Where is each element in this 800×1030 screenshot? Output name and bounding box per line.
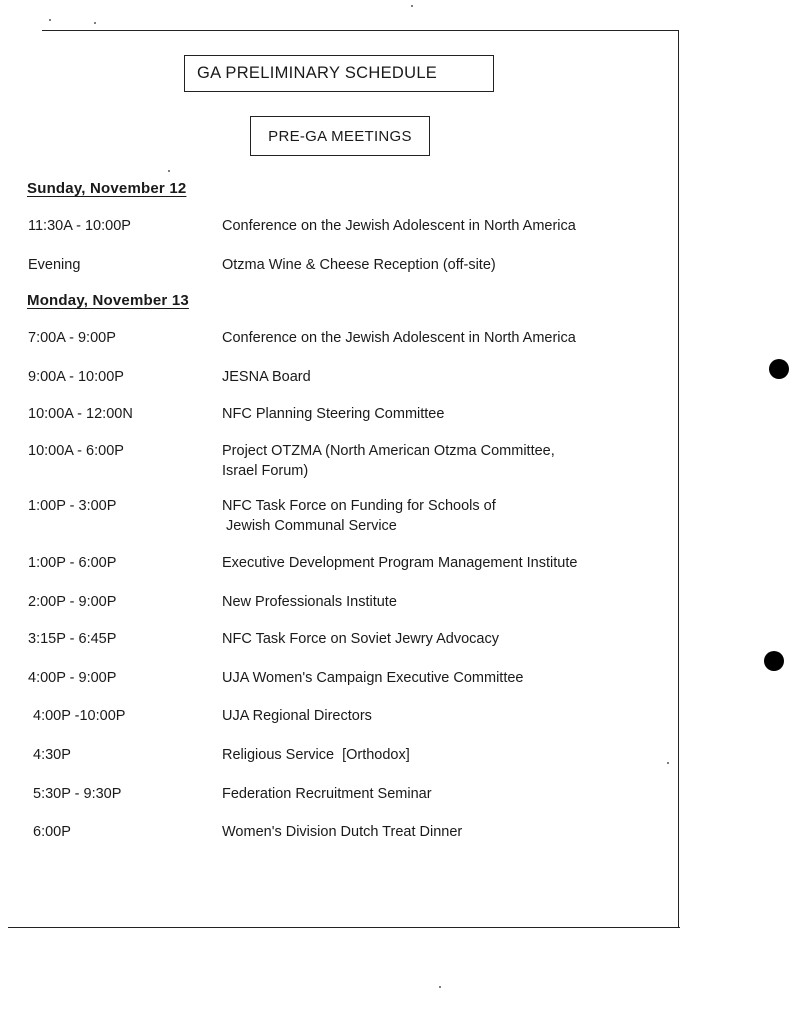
- schedule-event: UJA Regional Directors: [222, 708, 372, 724]
- schedule-event: Otzma Wine & Cheese Reception (off-site): [222, 257, 496, 273]
- schedule-event: NFC Planning Steering Committee: [222, 406, 445, 422]
- schedule-time: 7:00A - 9:00P: [28, 330, 116, 346]
- section-title: PRE-GA MEETINGS: [250, 116, 430, 156]
- schedule-time: Evening: [28, 257, 81, 273]
- schedule-time: 4:00P - 9:00P: [28, 670, 117, 686]
- right-border-line: [678, 30, 679, 928]
- day-heading-monday: Monday, November 13: [27, 292, 189, 309]
- page-title: GA PRELIMINARY SCHEDULE: [184, 55, 494, 92]
- schedule-time: 9:00A - 10:00P: [28, 369, 124, 385]
- schedule-time: 10:00A - 12:00N: [28, 406, 133, 422]
- scan-speck: [168, 170, 170, 172]
- schedule-time: 4:00P -10:00P: [33, 708, 126, 724]
- scan-speck: [439, 986, 441, 988]
- schedule-event: Conference on the Jewish Adolescent in North America: [222, 330, 576, 346]
- schedule-time: 5:30P - 9:30P: [33, 786, 122, 802]
- schedule-event: Conference on the Jewish Adolescent in North America: [222, 218, 576, 234]
- schedule-event: Executive Development Program Management Institute: [222, 555, 578, 571]
- schedule-time: 11:30A - 10:00P: [28, 218, 131, 234]
- schedule-time: 1:00P - 3:00P: [28, 498, 117, 514]
- punch-hole-icon: [764, 651, 784, 671]
- day-heading-sunday: Sunday, November 12: [27, 180, 187, 197]
- punch-hole-icon: [769, 359, 789, 379]
- schedule-event: JESNA Board: [222, 369, 311, 385]
- schedule-time: 1:00P - 6:00P: [28, 555, 117, 571]
- schedule-time: 6:00P: [33, 824, 71, 840]
- schedule-time: 4:30P: [33, 747, 71, 763]
- schedule-time: 10:00A - 6:00P: [28, 443, 124, 459]
- schedule-time: 3:15P - 6:45P: [28, 631, 117, 647]
- schedule-event: Project OTZMA (North American Otzma Committee, Israel Forum): [222, 443, 555, 479]
- schedule-event: New Professionals Institute: [222, 594, 397, 610]
- schedule-event: NFC Task Force on Funding for Schools of Jewish Communal Service: [222, 498, 496, 534]
- scan-speck: [94, 22, 96, 24]
- top-border-line: [42, 30, 678, 31]
- schedule-event: Federation Recruitment Seminar: [222, 786, 432, 802]
- scan-speck: [49, 19, 51, 21]
- schedule-event: Religious Service [Orthodox]: [222, 747, 410, 763]
- schedule-event: UJA Women's Campaign Executive Committee: [222, 670, 524, 686]
- scan-speck: [667, 762, 669, 764]
- schedule-time: 2:00P - 9:00P: [28, 594, 117, 610]
- bottom-border-line: [8, 927, 680, 928]
- scan-speck: [411, 5, 413, 7]
- schedule-event: NFC Task Force on Soviet Jewry Advocacy: [222, 631, 499, 647]
- schedule-event: Women's Division Dutch Treat Dinner: [222, 824, 463, 840]
